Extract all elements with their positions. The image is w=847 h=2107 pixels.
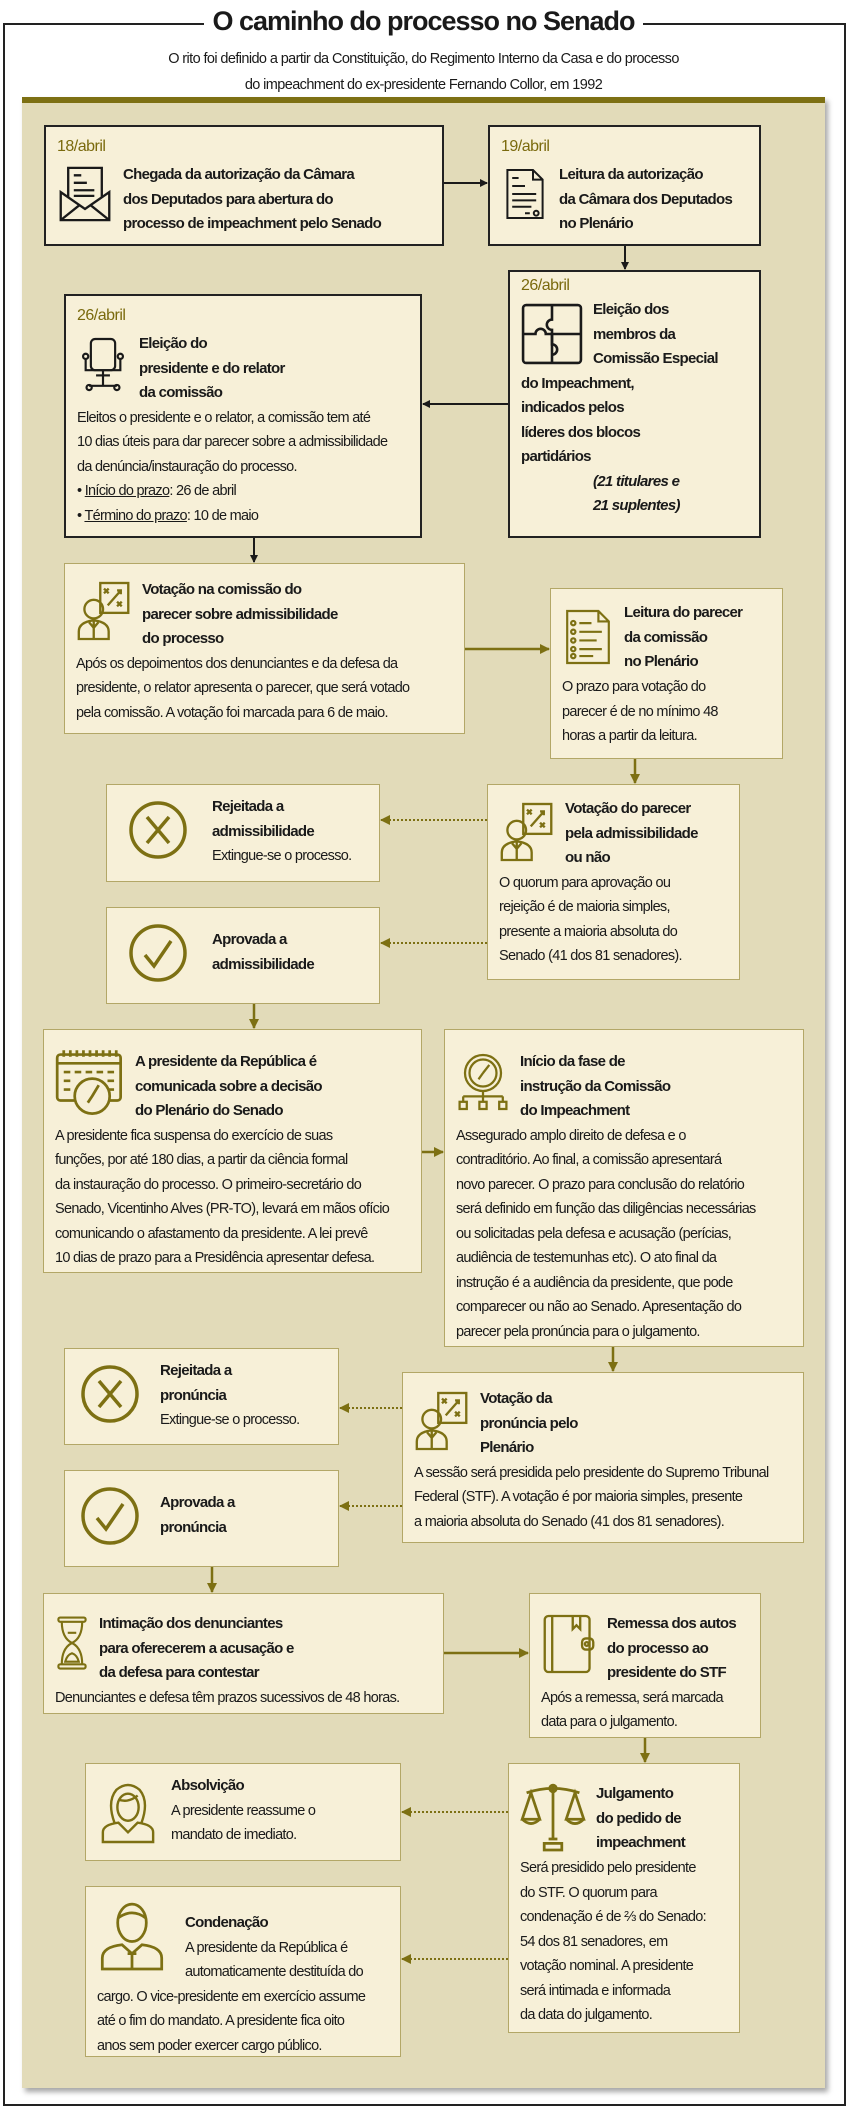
step-body: Eleitos o presidente e o relator, a comissão tem até 10 dias úteis para dar parecer sobre a admissibilidade da denúncia/instauração do processo. bbox=[77, 409, 388, 475]
scales-icon bbox=[520, 1780, 586, 1854]
title-text: O caminho do processo no Senado bbox=[204, 6, 642, 36]
step-note: (21 titulares e 21 suplentes) bbox=[593, 472, 680, 514]
checklist-icon bbox=[562, 601, 614, 673]
step-body: A sessão será presidida pelo presidente do Supremo Tribunal Federal (STF). A votação é por maioria simples, presente a maioria absoluta do Senado (41 dos 81 senadores). bbox=[414, 1464, 769, 1530]
voter-icon bbox=[414, 1385, 470, 1457]
step-heading: Início da fase de instrução da Comissão do Impeachment bbox=[520, 1053, 671, 1119]
outcome-condenacao bbox=[85, 1886, 401, 2057]
deadline-label: Início do prazo bbox=[84, 483, 170, 499]
voter-icon bbox=[76, 576, 132, 646]
x-circle-icon bbox=[128, 797, 188, 863]
step-date: 18/abril bbox=[57, 138, 106, 155]
step-heading: Rejeitada a pronúncia bbox=[160, 1362, 232, 1404]
deadline-end: • Término do prazo: 10 de maio bbox=[77, 507, 259, 524]
step-heading: Leitura da autorização da Câmara dos Deputados no Plenário bbox=[559, 166, 733, 232]
step-date: 19/abril bbox=[501, 138, 550, 155]
man-icon bbox=[99, 1899, 165, 1973]
page-title bbox=[0, 6, 847, 37]
document-icon bbox=[501, 159, 549, 229]
step-body: O quorum para aprovação ou rejeição é de maioria simples, presente a maioria absoluta do Senado (41 dos 81 senadores). bbox=[499, 874, 682, 964]
step-body: O prazo para votação do parecer é de no mínimo 48 horas a partir da leitura. bbox=[562, 679, 718, 744]
step-remessa-autos bbox=[529, 1593, 761, 1738]
step-leitura-parecer bbox=[550, 588, 783, 759]
step-heading: Eleição do presidente e do relator da comissão bbox=[139, 335, 285, 401]
step-date: 26/abril bbox=[77, 307, 126, 324]
step-fase-instrucao bbox=[444, 1029, 804, 1347]
step-body: Denunciantes e defesa têm prazos sucessivos de 48 horas. bbox=[55, 1689, 400, 1706]
step-chegada-autorizacao bbox=[44, 125, 444, 246]
step-heading: Aprovada a admissibilidade bbox=[212, 931, 315, 973]
step-body: Após os depoimentos dos denunciantes e da defesa da presidente, o relator apresenta o parecer, que será votado pela comissão. A votação foi marcada para 6 de maio. bbox=[76, 655, 410, 721]
step-body: Extingue-se o processo. bbox=[160, 1412, 300, 1428]
check-circle-icon bbox=[80, 1483, 140, 1549]
outcome-aprovada-pronuncia bbox=[64, 1470, 339, 1567]
envelope-letter-icon bbox=[57, 159, 113, 229]
step-heading: Intimação dos denunciantes para oferecerem a acusação e da defesa para contestar bbox=[99, 1615, 294, 1681]
deadline-label: Término do prazo bbox=[84, 507, 187, 524]
step-votacao-comissao bbox=[64, 563, 465, 734]
check-circle-icon bbox=[128, 920, 188, 986]
step-heading: Remessa dos autos do processo ao presidente do STF bbox=[607, 1615, 736, 1681]
step-heading: Julgamento do pedido de impeachment bbox=[596, 1785, 685, 1851]
x-circle-icon bbox=[80, 1361, 140, 1427]
outcome-rejeitada-pronuncia bbox=[64, 1348, 339, 1445]
step-votacao-pronuncia bbox=[402, 1372, 804, 1543]
step-body: A presidente reassume o mandato de imediato. bbox=[171, 1802, 316, 1843]
step-heading: Leitura do parecer da comissão no Plenário bbox=[624, 604, 743, 670]
woman-icon bbox=[99, 1776, 157, 1850]
step-heading: A presidente da República é comunicada sobre a decisão do Plenário do Senado bbox=[135, 1053, 322, 1119]
hourglass-icon bbox=[55, 1608, 89, 1678]
step-heading: Votação na comissão do parecer sobre admissibilidade do processo bbox=[142, 581, 338, 647]
step-presidente-comunicada bbox=[43, 1029, 422, 1273]
clock-hierarchy-icon bbox=[456, 1044, 510, 1120]
step-leitura-autorizacao bbox=[488, 125, 761, 246]
outcome-rejeitada-admissibilidade bbox=[106, 784, 380, 882]
step-heading: Condenação bbox=[185, 1914, 269, 1931]
puzzle-icon bbox=[521, 300, 583, 368]
book-icon bbox=[541, 1608, 597, 1680]
step-heading: Votação do parecer pela admissibilidade ou não bbox=[565, 800, 698, 866]
calendar-clock-icon bbox=[55, 1048, 125, 1118]
step-heading: Chegada da autorização da Câmara dos Deputados para abertura do processo de impeachment pelo Senado bbox=[123, 166, 382, 232]
step-body: A presidente da República é automaticamente destituída do cargo. O vice-presidente em exercício assume até o fim do mandato. A presidente fica oito anos sem poder exercer cargo público. bbox=[97, 1939, 366, 2054]
step-date: 26/abril bbox=[521, 277, 570, 294]
step-heading: Rejeitada a admissibilidade bbox=[212, 798, 315, 840]
step-julgamento bbox=[508, 1763, 740, 2033]
deadline-value: : 10 de maio bbox=[186, 507, 259, 524]
step-heading: Absolvição bbox=[171, 1777, 245, 1794]
step-body: Após a remessa, será marcada data para o julgamento. bbox=[541, 1689, 723, 1730]
outcome-absolvicao bbox=[85, 1763, 401, 1861]
deadline-value: : 26 de abril bbox=[169, 483, 237, 499]
voter-icon bbox=[499, 797, 555, 867]
step-body: Será presidido pelo presidente do STF. O quorum para condenação é de ⅔ do Senado: 54 dos 81 senadores, em votação nominal. A presidente será intimada e informada da data do julgamento. bbox=[520, 1860, 706, 2023]
deadline-start: • Início do prazo: 26 de abril bbox=[77, 483, 237, 499]
step-body: Assegurado amplo direito de defesa e o contraditório. Ao final, a comissão apresentará novo parecer. O prazo para conclusão do relatório será definido em função das diligências necessárias ou solicitadas pela defesa e acusação (perícias, audiência de testemunhas etc). O ato final da instrução é a audiência da presidente, que pode comparecer ou não ao Senado. Apresentação do parecer pela pronúncia para o julgamento. bbox=[456, 1127, 756, 1340]
subtitle: O rito foi definido a partir da Constituição, do Regimento Interno da Casa e do processo do impeachment do ex-presidente Fernando Collor, em 1992 bbox=[168, 51, 679, 93]
step-body: A presidente fica suspensa do exercício de suas funções, por até 180 dias, a partir da ciência formal da instauração do processo. O primeiro-secretário do Senado, Vicentinho Alves (PR-TO), levará em mãos ofício comunicando o afastamento da presidente. A lei prevê 10 dias de prazo para a Presidência apresentar defesa. bbox=[55, 1127, 390, 1266]
step-body: Extingue-se o processo. bbox=[212, 848, 352, 864]
step-votacao-parecer bbox=[487, 784, 740, 980]
step-heading: Eleição dos membros da Comissão Especial do Impeachment, indicados pelos líderes dos blocos partidários bbox=[521, 301, 718, 465]
step-eleicao-membros bbox=[508, 270, 761, 538]
step-eleicao-presidente-relator bbox=[64, 294, 422, 538]
step-heading: Votação da pronúncia pelo Plenário bbox=[480, 1390, 578, 1456]
step-heading: Aprovada a pronúncia bbox=[160, 1494, 235, 1536]
outcome-aprovada-admissibilidade bbox=[106, 907, 380, 1004]
office-chair-icon bbox=[77, 328, 129, 402]
step-intimacao bbox=[43, 1593, 444, 1714]
